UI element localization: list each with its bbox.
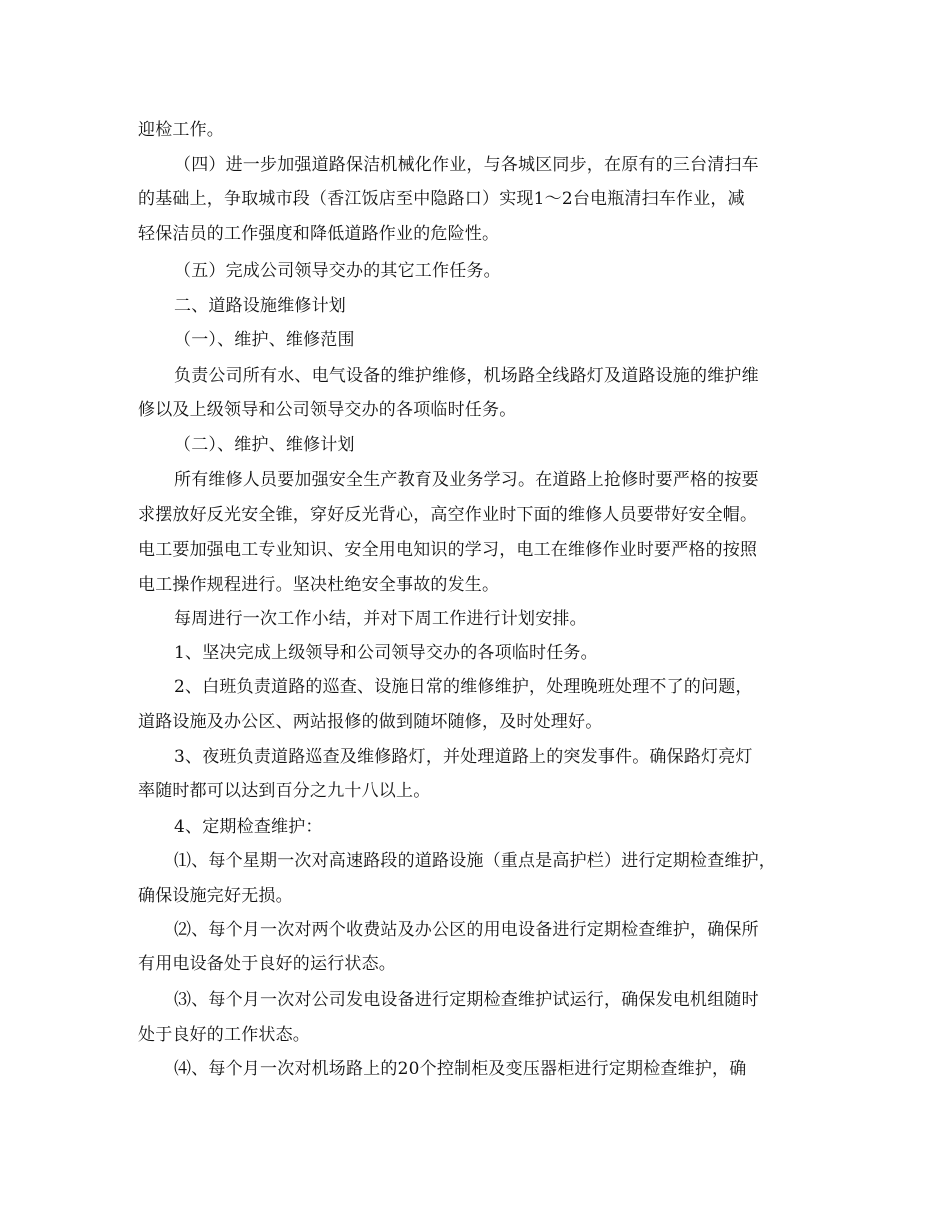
list-item: ⑶、每个月一次对公司发电设备进行定期检查维护试运行，确保发电机组随时: [174, 990, 759, 1010]
text-line: 轻保洁员的工作强度和降低道路作业的危险性。: [138, 224, 500, 244]
subsection-heading: （二）、维护、维修计划: [174, 435, 355, 455]
text-line: 每周进行一次工作小结，并对下周工作进行计划安排。: [174, 609, 587, 629]
list-item: 4、定期检查维护：: [174, 817, 323, 837]
text-line: 道路设施及办公区、两站报修的做到随坏随修，及时处理好。: [138, 712, 603, 732]
text-line: 电工操作规程进行。坚决杜绝安全事故的发生。: [138, 575, 500, 595]
subsection-heading: （一）、维护、维修范围: [174, 330, 355, 350]
list-item: 1、坚决完成上级领导和公司领导交办的各项临时任务。: [174, 643, 598, 663]
text-line: 确保设施完好无损。: [138, 886, 293, 906]
text-line: 负责公司所有水、电气设备的维护维修，机场路全线路灯及道路设施的维护维: [174, 366, 759, 386]
text-line: 的基础上，争取城市段（香江饭店至中隐路口）实现1～2台电瓶清扫车作业，减: [138, 189, 745, 209]
text-line: 修以及上级领导和公司领导交办的各项临时任务。: [138, 400, 517, 420]
text-line: 所有维修人员要加强安全生产教育及业务学习。在道路上抢修时要严格的按要: [174, 470, 759, 490]
text-line: 求摆放好反光安全锥，穿好反光背心，高空作业时下面的维修人员要带好安全帽。: [138, 505, 758, 525]
section-heading: 二、道路设施维修计划: [174, 296, 346, 316]
text-line: 电工要加强电工专业知识、安全用电知识的学习，电工在维修作业时要严格的按照: [138, 540, 758, 560]
list-item: 3、夜班负责道路巡查及维修路灯，并处理道路上的突发事件。确保路灯亮灯: [174, 747, 753, 767]
list-item: ⑴、每个星期一次对高速路段的道路设施（重点是高护栏）进行定期检查维护，: [174, 851, 776, 871]
list-item: ⑵、每个月一次对两个收费站及办公区的用电设备进行定期检查维护，确保所: [174, 920, 759, 940]
text-line: 有用电设备处于良好的运行状态。: [138, 954, 396, 974]
text-line: 处于良好的工作状态。: [138, 1025, 310, 1045]
text-line: （五）完成公司领导交办的其它工作任务。: [174, 261, 501, 281]
list-item: ⑷、每个月一次对机场路上的20个控制柜及变压器柜进行定期检查维护，确: [174, 1059, 747, 1079]
text-line: 迎检工作。: [138, 120, 224, 140]
list-item: 2、白班负责道路的巡查、设施日常的维修维护，处理晚班处理不了的问题，: [174, 677, 753, 697]
text-line: （四）进一步加强道路保洁机械化作业，与各城区同步，在原有的三台清扫车: [174, 155, 759, 175]
text-line: 率随时都可以达到百分之九十八以上。: [138, 781, 431, 801]
